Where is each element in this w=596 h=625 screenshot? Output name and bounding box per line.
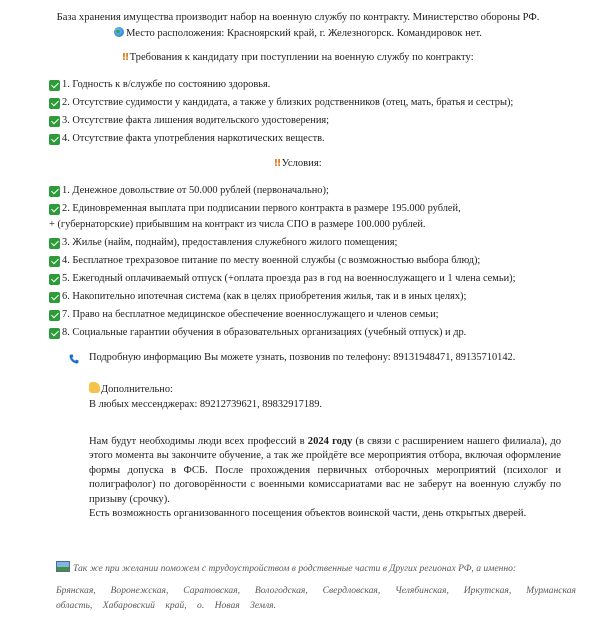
check-icon: [49, 134, 60, 145]
list-item: 8. Социальные гарантии обучения в образовательных организациях (учебный отпуск) и др.: [49, 324, 576, 342]
header: [0, 10, 596, 42]
list-item: 1. Годность к в/службе по состоянию здоровья.: [49, 76, 576, 94]
check-icon: [49, 274, 60, 285]
list-item: 1. Денежное довольствие от 50.000 рублей (первоначально);: [49, 182, 576, 200]
list-item-continuation: + (губернаторские) прибывшим на контракт из числа СПО в размере 100.000 рублей.: [49, 219, 426, 230]
picture-icon: [56, 561, 70, 572]
list-item: 2. Отсутствие судимости у кандидата, а также у близких родственников (отец, мать, братья и сестры);: [49, 94, 576, 112]
requirements-list: [49, 76, 576, 148]
check-icon: [49, 204, 60, 215]
check-icon: [49, 292, 60, 303]
check-icon: [49, 116, 60, 127]
messenger-numbers: В любых мессенджерах: 89212739621, 89832917189.: [89, 399, 323, 410]
check-icon: [49, 256, 60, 267]
globe-icon: [114, 27, 124, 37]
check-icon: [49, 310, 60, 321]
list-item: 2. Единовременная выплата при подписании первого контракта в размере 195.000 рублей,: [49, 200, 576, 218]
visit-paragraph: [89, 507, 561, 521]
main-paragraph: [89, 435, 561, 507]
double-exclamation-icon: ‼: [122, 52, 128, 63]
check-icon: [49, 98, 60, 109]
list-item: 5. Ежегодный оплачиваемый отпуск (+оплата проезда раз в год на военнослужащего и 1 члена семьи);: [49, 270, 576, 288]
check-icon: [49, 80, 60, 91]
list-item: 3. Отсутствие факта лишения водительского удостоверения;: [49, 112, 576, 130]
additional-block: [89, 382, 322, 412]
year-highlight: 2024 году: [307, 436, 353, 447]
contact-text: Подробную информацию Вы можете узнать, позвонив по телефону: 89131948471, 89135710142.: [89, 352, 516, 363]
hand-icon: [89, 382, 100, 393]
list-item: 7. Право на бесплатное медицинское обеспечение военнослужащего и членов семьи;: [49, 306, 576, 324]
additional-title: Дополнительно:: [89, 382, 322, 397]
double-exclamation-icon: ‼: [274, 158, 280, 169]
list-item: 6. Накопительно ипотечная система (как в целях приобретения жилья, так и в иных целях);: [49, 288, 576, 306]
requirements-title: ‼ Требования к кандидату при поступлении на военную службу по контракту:: [122, 52, 474, 63]
phone-icon: [69, 354, 79, 364]
visit-text: Есть возможность организованного посещения объектов воинской части, день открытых дверей.: [89, 508, 527, 519]
conditions-list: [49, 182, 576, 342]
paragraph-text-end: (в связи с расширением нашего филиала), до этого момента вы закончите обучение, а так же пройдёте все мероприятия отбора, включая оформление формы допуска в ФСБ. После прохождения первичных отборочных мероприятий (психолог и полиграфолог) по договорённости с военными комиссариатами вас не заберут на военную службу по призыву (срочку).: [89, 436, 562, 505]
list-item: 4. Отсутствие факта употребления наркотических веществ.: [49, 130, 576, 148]
header-line-2: [0, 26, 596, 42]
footer-note: [56, 561, 576, 613]
list-item: 4. Бесплатное трехразовое питание по месту военной службы (с возможностью выбора блюд);: [49, 252, 576, 270]
conditions-title: ‼ Условия:: [274, 158, 322, 169]
paragraph-text-start: Нам будут необходимы люди всех профессий в: [89, 436, 308, 447]
check-icon: [49, 186, 60, 197]
check-icon: [49, 328, 60, 339]
list-item: 3. Жилье (найм, поднайм), предоставления служебного жилого помещения;: [49, 234, 576, 252]
check-icon: [49, 238, 60, 249]
regions-list: Брянская, Воронежская, Саратовская, Вологодская, Свердловская, Челябинская, Иркутская, Мурманская область, Хабаровский край, о. Новая Земля.: [56, 585, 576, 611]
location-text: Место расположения: Красноярский край, г. Железногорск. Командировок нет.: [126, 28, 482, 39]
header-line-1: База хранения имущества производит набор на военную службу по контракту. Министерство обороны РФ.: [56, 12, 540, 23]
footer-line: Так же при желании поможем с трудоустройством в родственные части в Других регионах РФ, а именно:: [56, 561, 576, 576]
